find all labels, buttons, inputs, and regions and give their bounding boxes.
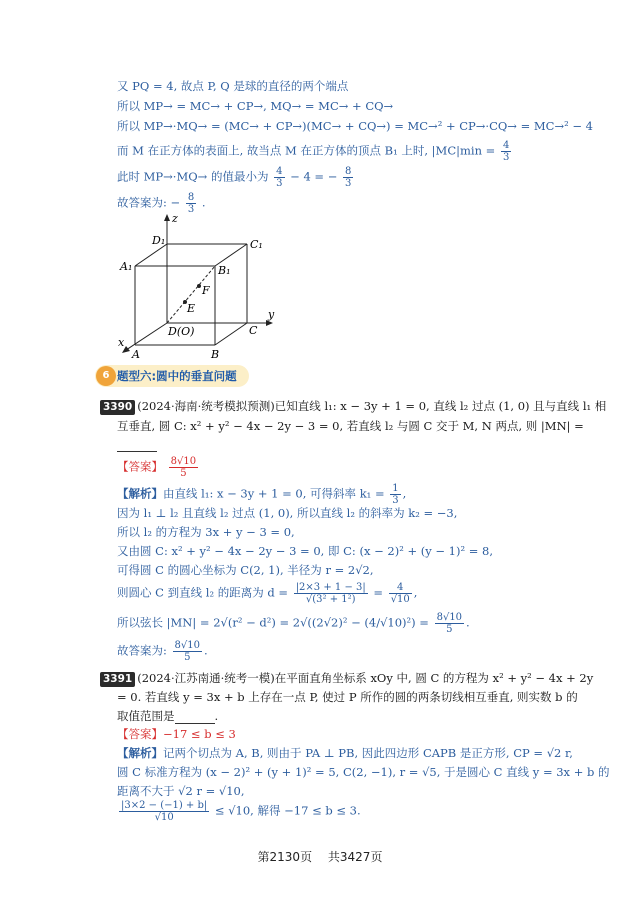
label-A1: A₁ (120, 260, 133, 273)
comma: , (402, 486, 407, 501)
question-number-badge: 3390 (100, 400, 135, 415)
q3390-analysis-5: 可得圆 C 的圆心坐标为 C(2, 1), 半径为 r = 2√2, (117, 563, 374, 577)
q3390-analysis-3: 所以 l₂ 的方程为 3x + y − 3 = 0, (117, 525, 295, 539)
period: . (201, 195, 206, 210)
period: . (466, 615, 470, 630)
analysis-text: 则圆心 C 到直线 l₂ 的距离为 d = (117, 585, 289, 600)
q3390-analysis-4: 又由圆 C: x² + y² − 4x − 2y − 3 = 0, 即 C: (x − 2)² + (y − 1)² = 8, (117, 544, 494, 558)
page-footer (0, 848, 640, 865)
solution-line-5-mid: − 4 = − (290, 169, 338, 184)
period: . (204, 643, 208, 658)
fraction: $\frac{|2\times 3 + 1 - 3|}{\text{√(3² + 1²)}}$ (295, 582, 366, 605)
fraction: $\frac{8}{3}$ (345, 166, 352, 189)
q3391-analysis-4 (117, 800, 361, 823)
q3391-line-3: 取值范围是 . (117, 709, 219, 723)
edge-BC (215, 323, 247, 345)
edge-D1A1 (135, 244, 167, 266)
q3390-analysis-8 (117, 640, 208, 663)
solution-line-4-text: 而 M 在正方体的表面上, 故当点 M 在正方体的顶点 B₁ 上时, |MC|min = (117, 143, 496, 158)
q3390-analysis-1 (117, 483, 406, 506)
answer-text: 故答案为: − (117, 195, 181, 210)
q3391-analysis-1 (117, 745, 573, 761)
section-number: 6 (96, 366, 116, 386)
fraction: $\frac{1}{3}$ (392, 483, 399, 506)
q3390-line-2: 互垂直, 圆 C: x² + y² − 4x − 2y − 3 = 0, 若直线 l₂ 与圆 C 交于 M, N 两点, 则 |MN| = (117, 419, 584, 433)
fraction: $\frac{8√10}{5}$ (174, 640, 200, 663)
fraction: $\frac{8√10}{5}$ (436, 612, 463, 635)
q3391-line-2: = 0. 若直线 y = 3x + b 上存在一点 P, 使过 P 所作的圆的两条切线相互垂直, 则实数 b 的 (117, 690, 578, 704)
label-F: F (202, 284, 210, 297)
q3391-line-1 (100, 670, 593, 687)
label-y: y (268, 308, 275, 321)
section-title: 题型六:圆中的垂直问题 (95, 365, 249, 387)
q3390-answer (117, 456, 200, 479)
answer-text: 故答案为: (117, 643, 167, 658)
equals: = (373, 585, 384, 600)
q3391-analysis-2: 圆 C 标准方程为 (x − 2)² + (y + 1)² = 5, C(2, −1), r = √5, 于是圆心 C 直线 y = 3x + b 的 (117, 765, 610, 779)
analysis-text: 由直线 l₁: x − 3y + 1 = 0, 可得斜率 k₁ = (163, 486, 385, 501)
solution-line-5-text: 此时 MP→·MQ→ 的值最小为 (117, 169, 269, 184)
label-C1: C₁ (250, 238, 263, 251)
solution-line-3: 所以 MP→·MQ→ = (MC→ + CP→)(MC→ + CQ→) = MC→² + CP→·CQ→ = MC→² − 4 (117, 119, 593, 133)
comma: , (413, 585, 418, 600)
answer-label: 【答案】 (117, 459, 163, 474)
page-number: 第2130页 (257, 850, 313, 864)
q3390-analysis-7 (117, 612, 470, 635)
answer-label: 【答案】 (117, 727, 163, 741)
label-D1: D₁ (152, 234, 166, 247)
q3391-text-1: (2024·江苏南通·统考一模)在平面直角坐标系 xOy 中, 圆 C 的方程为 x² + y² − 4x + 2y (137, 671, 594, 685)
label-D: D(O) (168, 325, 195, 338)
solution-line-1: 又 PQ = 4, 故点 P, Q 是球的直径的两个端点 (117, 79, 349, 93)
label-A: A (132, 348, 140, 360)
q3390-analysis-6 (117, 582, 417, 605)
q3391-text-3: 取值范围是 (117, 709, 175, 723)
label-z: z (172, 212, 178, 225)
label-B1: B₁ (218, 264, 231, 277)
z-axis-arrow (164, 214, 170, 221)
q3390-analysis-2: 因为 l₁ ⊥ l₂ 且直线 l₂ 过点 (1, 0), 所以直线 l₂ 的斜率为 k₂ = −3, (117, 506, 458, 520)
q3390-blank (117, 436, 157, 452)
label-E: E (187, 302, 196, 315)
fraction: $\frac{|3\times 2 - (-1) + b|}{√10}$ (121, 800, 208, 823)
analysis-text: ≤ √10, 解得 −17 ≤ b ≤ 3. (214, 803, 361, 818)
analysis-text: 所以弦长 |MN| = 2√(r² − d²) = 2√((2√2)² − (4/√10)²) = (117, 615, 429, 630)
fraction: $\frac{8}{3}$ (187, 192, 195, 215)
cube-figure (110, 210, 290, 360)
total-pages: 共3427页 (327, 850, 383, 864)
analysis-label: 【解析】 (117, 486, 163, 501)
label-x: x (118, 336, 125, 349)
q3390-text-1: (2024·海南·统考模拟预测)已知直线 l₁: x − 3y + 1 = 0, 直线 l₂ 过点 (1, 0) 且与直线 l₁ 相 (137, 399, 607, 413)
fraction: $\frac{4}{3}$ (276, 166, 283, 189)
solution-line-5 (117, 166, 355, 189)
solution-line-2: 所以 MP→ = MC→ + CP→, MQ→ = MC→ + CQ→ (117, 99, 394, 113)
answer-blank (175, 711, 215, 724)
answer-fraction: $\frac{8√10}{5}$ (170, 456, 197, 479)
answer-blank (117, 439, 157, 452)
x-axis (126, 323, 167, 350)
analysis-text: 记两个切点为 A, B, 则由于 PA ⊥ PB, 因此四边形 CAPB 是正方形, CP = √2 r, (163, 746, 573, 760)
q3391-analysis-3: 距离不大于 √2 r = √10, (117, 784, 245, 798)
fraction: $\frac{4}{3}$ (502, 140, 510, 163)
edge-C1B1 (215, 244, 247, 266)
point-F (197, 284, 201, 288)
label-C: C (249, 324, 258, 337)
analysis-label: 【解析】 (117, 746, 163, 760)
q3391-answer (117, 726, 236, 742)
fraction: $\frac{4}{√10}$ (390, 582, 410, 605)
question-number-badge: 3391 (100, 672, 135, 687)
solution-line-4 (117, 140, 513, 163)
label-B: B (211, 348, 220, 360)
answer-value: −17 ≤ b ≤ 3 (163, 727, 236, 741)
q3390-line-1 (100, 398, 606, 415)
